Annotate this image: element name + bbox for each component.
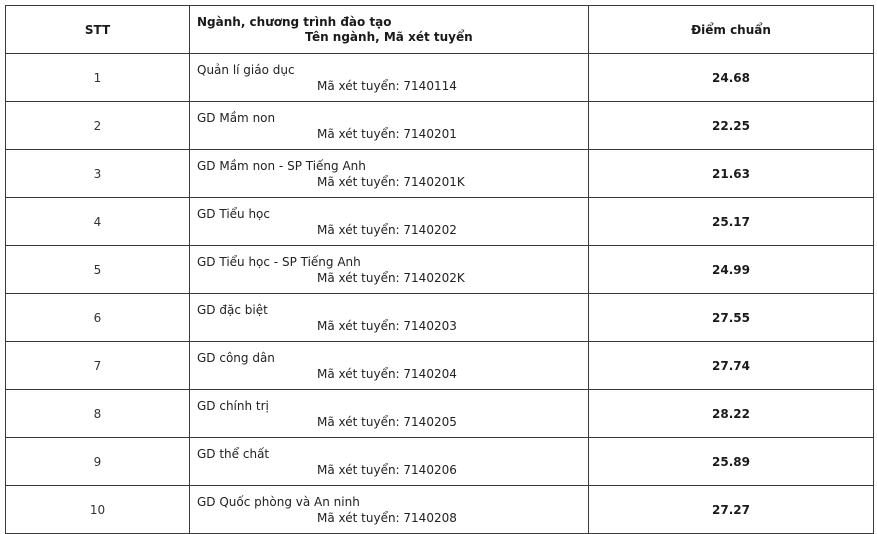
program-code: Mã xét tuyển: 7140203 [317, 318, 457, 333]
row-stt: 3 [6, 150, 190, 198]
row-program [190, 294, 589, 342]
header-stt: STT [6, 6, 190, 54]
header-program-line1: Ngành, chương trình đào tạo [197, 14, 392, 29]
row-stt: 2 [6, 102, 190, 150]
program-name: GD công dân [197, 350, 275, 365]
table-row [6, 438, 874, 486]
table-row [6, 102, 874, 150]
row-stt: 9 [6, 438, 190, 486]
row-stt: 10 [6, 486, 190, 534]
program-code: Mã xét tuyển: 7140208 [317, 510, 457, 525]
row-program [190, 150, 589, 198]
row-program [190, 102, 589, 150]
program-name: GD Mầm non - SP Tiếng Anh [197, 158, 366, 173]
program-code: Mã xét tuyển: 7140202K [317, 270, 465, 285]
table-header-row [6, 6, 874, 54]
row-stt: 4 [6, 198, 190, 246]
table-row [6, 486, 874, 534]
table-row [6, 246, 874, 294]
row-score: 27.27 [589, 486, 874, 534]
program-code: Mã xét tuyển: 7140204 [317, 366, 457, 381]
program-name: GD Tiểu học [197, 206, 270, 221]
row-score: 27.74 [589, 342, 874, 390]
program-code: Mã xét tuyển: 7140206 [317, 462, 457, 477]
row-program [190, 390, 589, 438]
row-score: 28.22 [589, 390, 874, 438]
table-row [6, 342, 874, 390]
table-row [6, 390, 874, 438]
row-score: 21.63 [589, 150, 874, 198]
program-code: Mã xét tuyển: 7140114 [317, 78, 457, 93]
program-name: GD Tiểu học - SP Tiếng Anh [197, 254, 361, 269]
table-row [6, 54, 874, 102]
program-name: GD chính trị [197, 398, 269, 413]
row-program [190, 54, 589, 102]
row-stt: 8 [6, 390, 190, 438]
row-score: 22.25 [589, 102, 874, 150]
header-program-line2: Tên ngành, Mã xét tuyển [305, 29, 473, 44]
row-stt: 5 [6, 246, 190, 294]
row-stt: 6 [6, 294, 190, 342]
admission-scores-table [5, 5, 874, 534]
row-program [190, 246, 589, 294]
row-program [190, 198, 589, 246]
row-score: 24.68 [589, 54, 874, 102]
row-program [190, 342, 589, 390]
program-name: GD đặc biệt [197, 302, 268, 317]
table-row [6, 150, 874, 198]
program-name: Quản lí giáo dục [197, 62, 295, 77]
table-body [6, 54, 874, 534]
table-row [6, 294, 874, 342]
row-stt: 7 [6, 342, 190, 390]
row-score: 27.55 [589, 294, 874, 342]
row-score: 25.89 [589, 438, 874, 486]
header-score: Điểm chuẩn [589, 6, 874, 54]
row-score: 24.99 [589, 246, 874, 294]
program-code: Mã xét tuyển: 7140205 [317, 414, 457, 429]
program-name: GD Mầm non [197, 110, 276, 125]
row-stt: 1 [6, 54, 190, 102]
program-code: Mã xét tuyển: 7140201 [317, 126, 457, 141]
header-program [190, 6, 589, 54]
row-program [190, 438, 589, 486]
row-score: 25.17 [589, 198, 874, 246]
program-name: GD Quốc phòng và An ninh [197, 494, 360, 509]
program-code: Mã xét tuyển: 7140201K [317, 174, 465, 189]
table-row [6, 198, 874, 246]
row-program [190, 486, 589, 534]
program-name: GD thể chất [197, 446, 270, 461]
program-code: Mã xét tuyển: 7140202 [317, 222, 457, 237]
